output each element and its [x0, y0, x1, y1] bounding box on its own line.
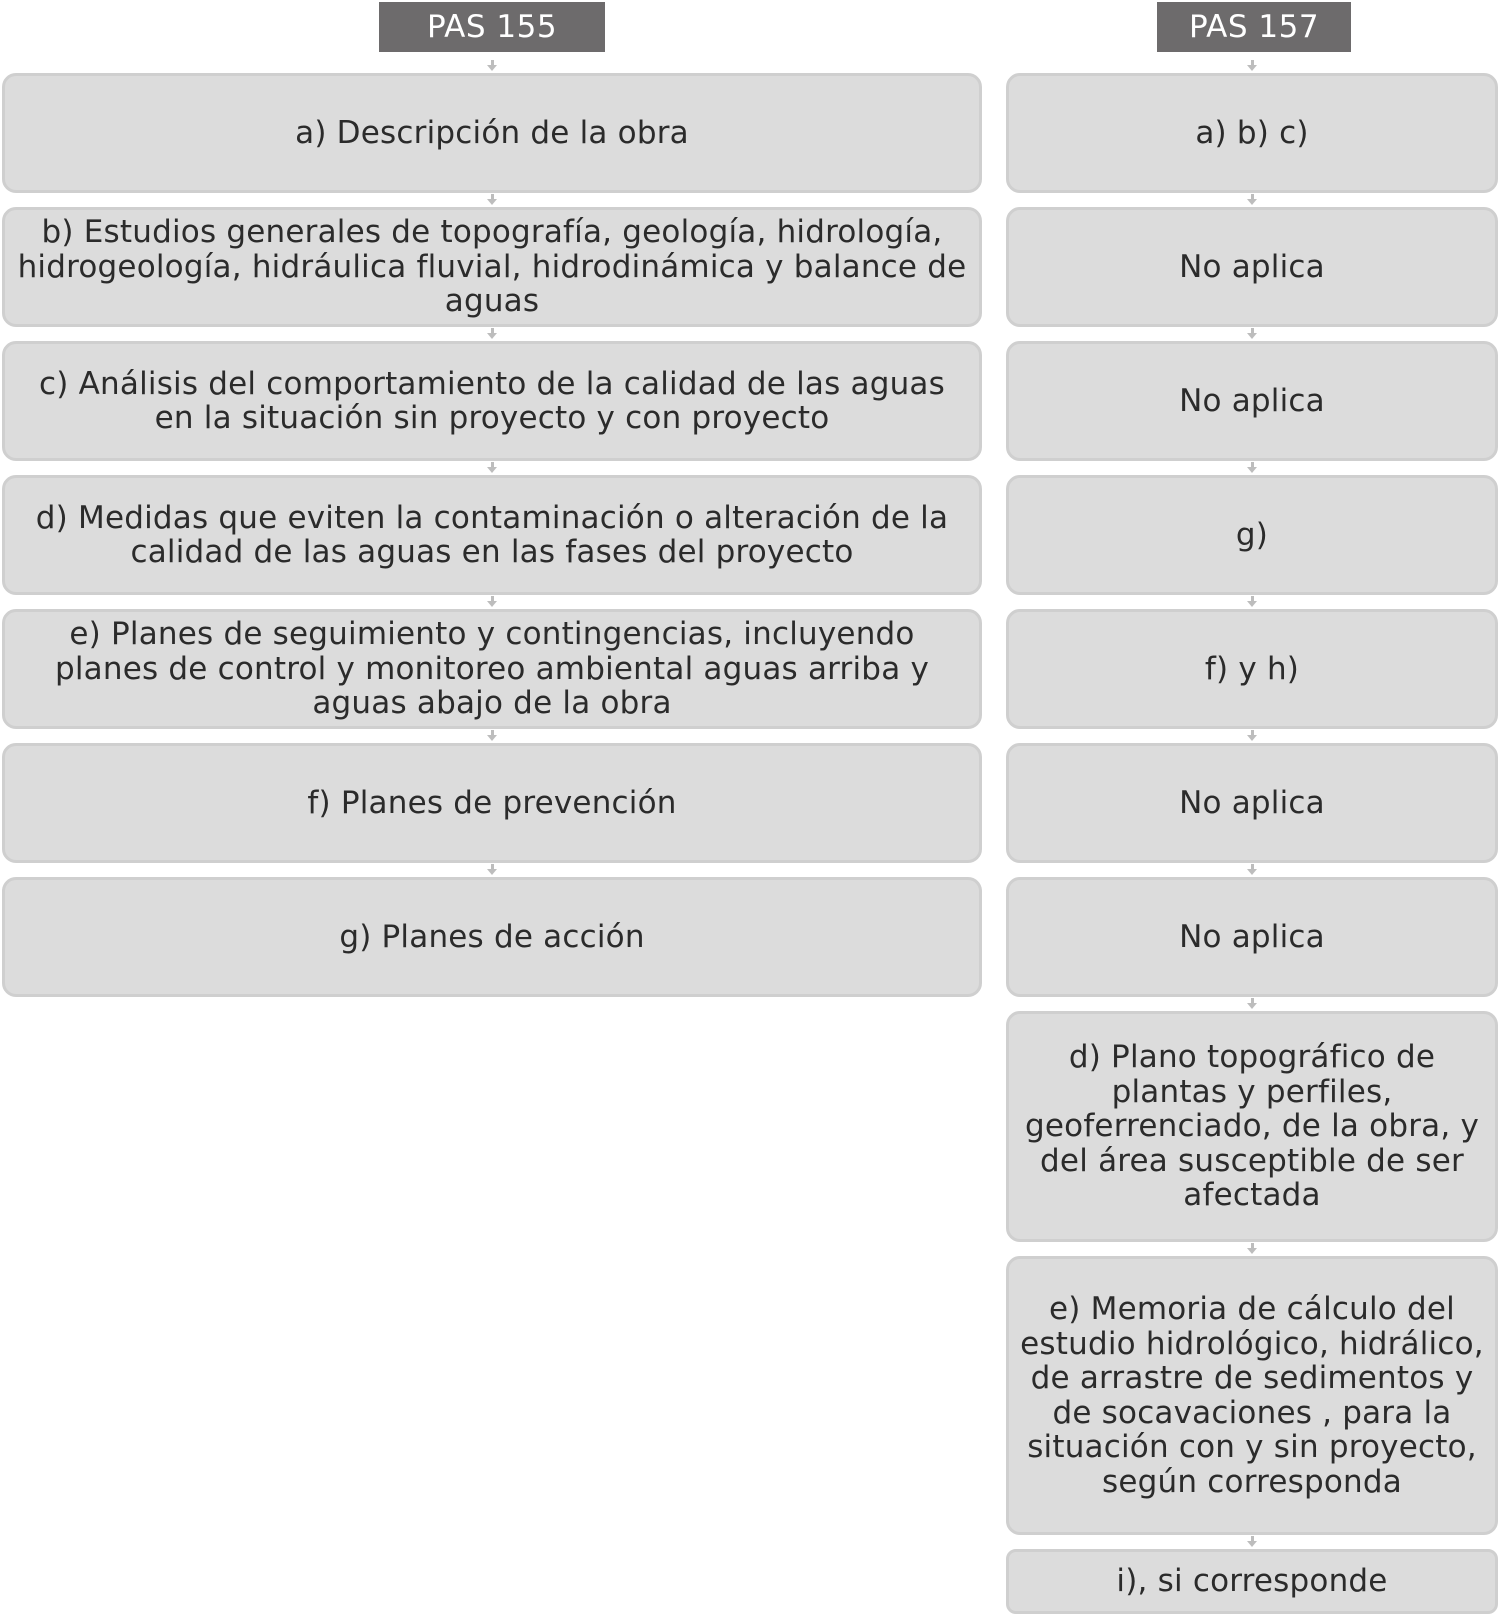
pas157-connector-arrow	[1247, 864, 1257, 876]
pas157-connector-arrow	[1247, 328, 1257, 340]
pas157-item-7	[1006, 877, 1498, 997]
pas155-item-b	[2, 207, 982, 327]
pas155-connector-arrow	[487, 462, 497, 474]
pas155-item-e-label: e) Planes de seguimiento y contingencias, incluyendo planes de control y monitoreo ambiental aguas arriba y aguas abajo de la obra	[54, 616, 929, 722]
pas157-item-7-label: No aplica	[1179, 918, 1325, 955]
pas157-item-3-label: No aplica	[1179, 382, 1325, 419]
pas157-item-6-label: No aplica	[1179, 784, 1325, 821]
pas155-header: PAS 155	[379, 2, 605, 52]
pas157-item-1	[1006, 73, 1498, 193]
pas157-item-5-label: f) y h)	[1204, 650, 1300, 687]
pas157-connector-arrow	[1247, 60, 1257, 72]
pas157-item-5	[1006, 609, 1498, 729]
pas157-item-4-label: g)	[1235, 516, 1269, 553]
pas157-item-8-label: d) Plano topográfico de plantas y perfiles, geoferrenciado, de la obra, y del área susceptible de ser afectada	[1025, 1039, 1479, 1214]
pas155-connector-arrow	[487, 730, 497, 742]
pas157-item-6	[1006, 743, 1498, 863]
pas157-item-9	[1006, 1256, 1498, 1535]
pas155-item-e	[2, 609, 982, 729]
pas157-item-3	[1006, 341, 1498, 461]
pas157-connector-arrow	[1247, 194, 1257, 206]
pas155-item-a-label: a) Descripción de la obra	[295, 114, 689, 151]
pas157-item-9-label: e) Memoria de cálculo del estudio hidrológico, hidrálico, de arrastre de sedimentos y de socavaciones , para la situación con y sin proyecto, según corresponda	[1020, 1291, 1484, 1500]
pas155-item-d-label: d) Medidas que eviten la contaminación o alteración de la calidad de las aguas en las fases del proyecto	[35, 499, 949, 570]
pas157-connector-arrow	[1247, 596, 1257, 608]
pas157-item-2	[1006, 207, 1498, 327]
pas155-connector-arrow	[487, 194, 497, 206]
pas157-item-1-label: a) b) c)	[1195, 114, 1309, 151]
pas155-connector-arrow	[487, 864, 497, 876]
pas157-item-2-label: No aplica	[1179, 248, 1325, 285]
pas155-item-a	[2, 73, 982, 193]
pas155-item-d	[2, 475, 982, 595]
pas157-connector-arrow	[1247, 1243, 1257, 1255]
pas157-connector-arrow	[1247, 730, 1257, 742]
pas155-connector-arrow	[487, 60, 497, 72]
pas155-item-c-label: c) Análisis del comportamiento de la calidad de las aguas en la situación sin proyecto y con proyecto	[39, 365, 945, 436]
pas155-item-b-label: b) Estudios generales de topografía, geología, hidrología, hidrogeología, hidráulica fluvial, hidrodinámica y balance de aguas	[17, 214, 967, 320]
pas157-item-10	[1006, 1549, 1498, 1614]
pas157-item-8	[1006, 1011, 1498, 1242]
pas157-item-10-label: i), si corresponde	[1116, 1563, 1388, 1600]
pas157-header: PAS 157	[1157, 2, 1351, 52]
pas157-connector-arrow	[1247, 1536, 1257, 1548]
pas155-item-c	[2, 341, 982, 461]
pas155-item-f	[2, 743, 982, 863]
pas155-item-g-label: g) Planes de acción	[339, 918, 645, 955]
pas155-connector-arrow	[487, 328, 497, 340]
pas155-item-g	[2, 877, 982, 997]
pas157-connector-arrow	[1247, 998, 1257, 1010]
pas157-item-4	[1006, 475, 1498, 595]
pas155-item-f-label: f) Planes de prevención	[307, 784, 677, 821]
pas155-connector-arrow	[487, 596, 497, 608]
pas157-connector-arrow	[1247, 462, 1257, 474]
